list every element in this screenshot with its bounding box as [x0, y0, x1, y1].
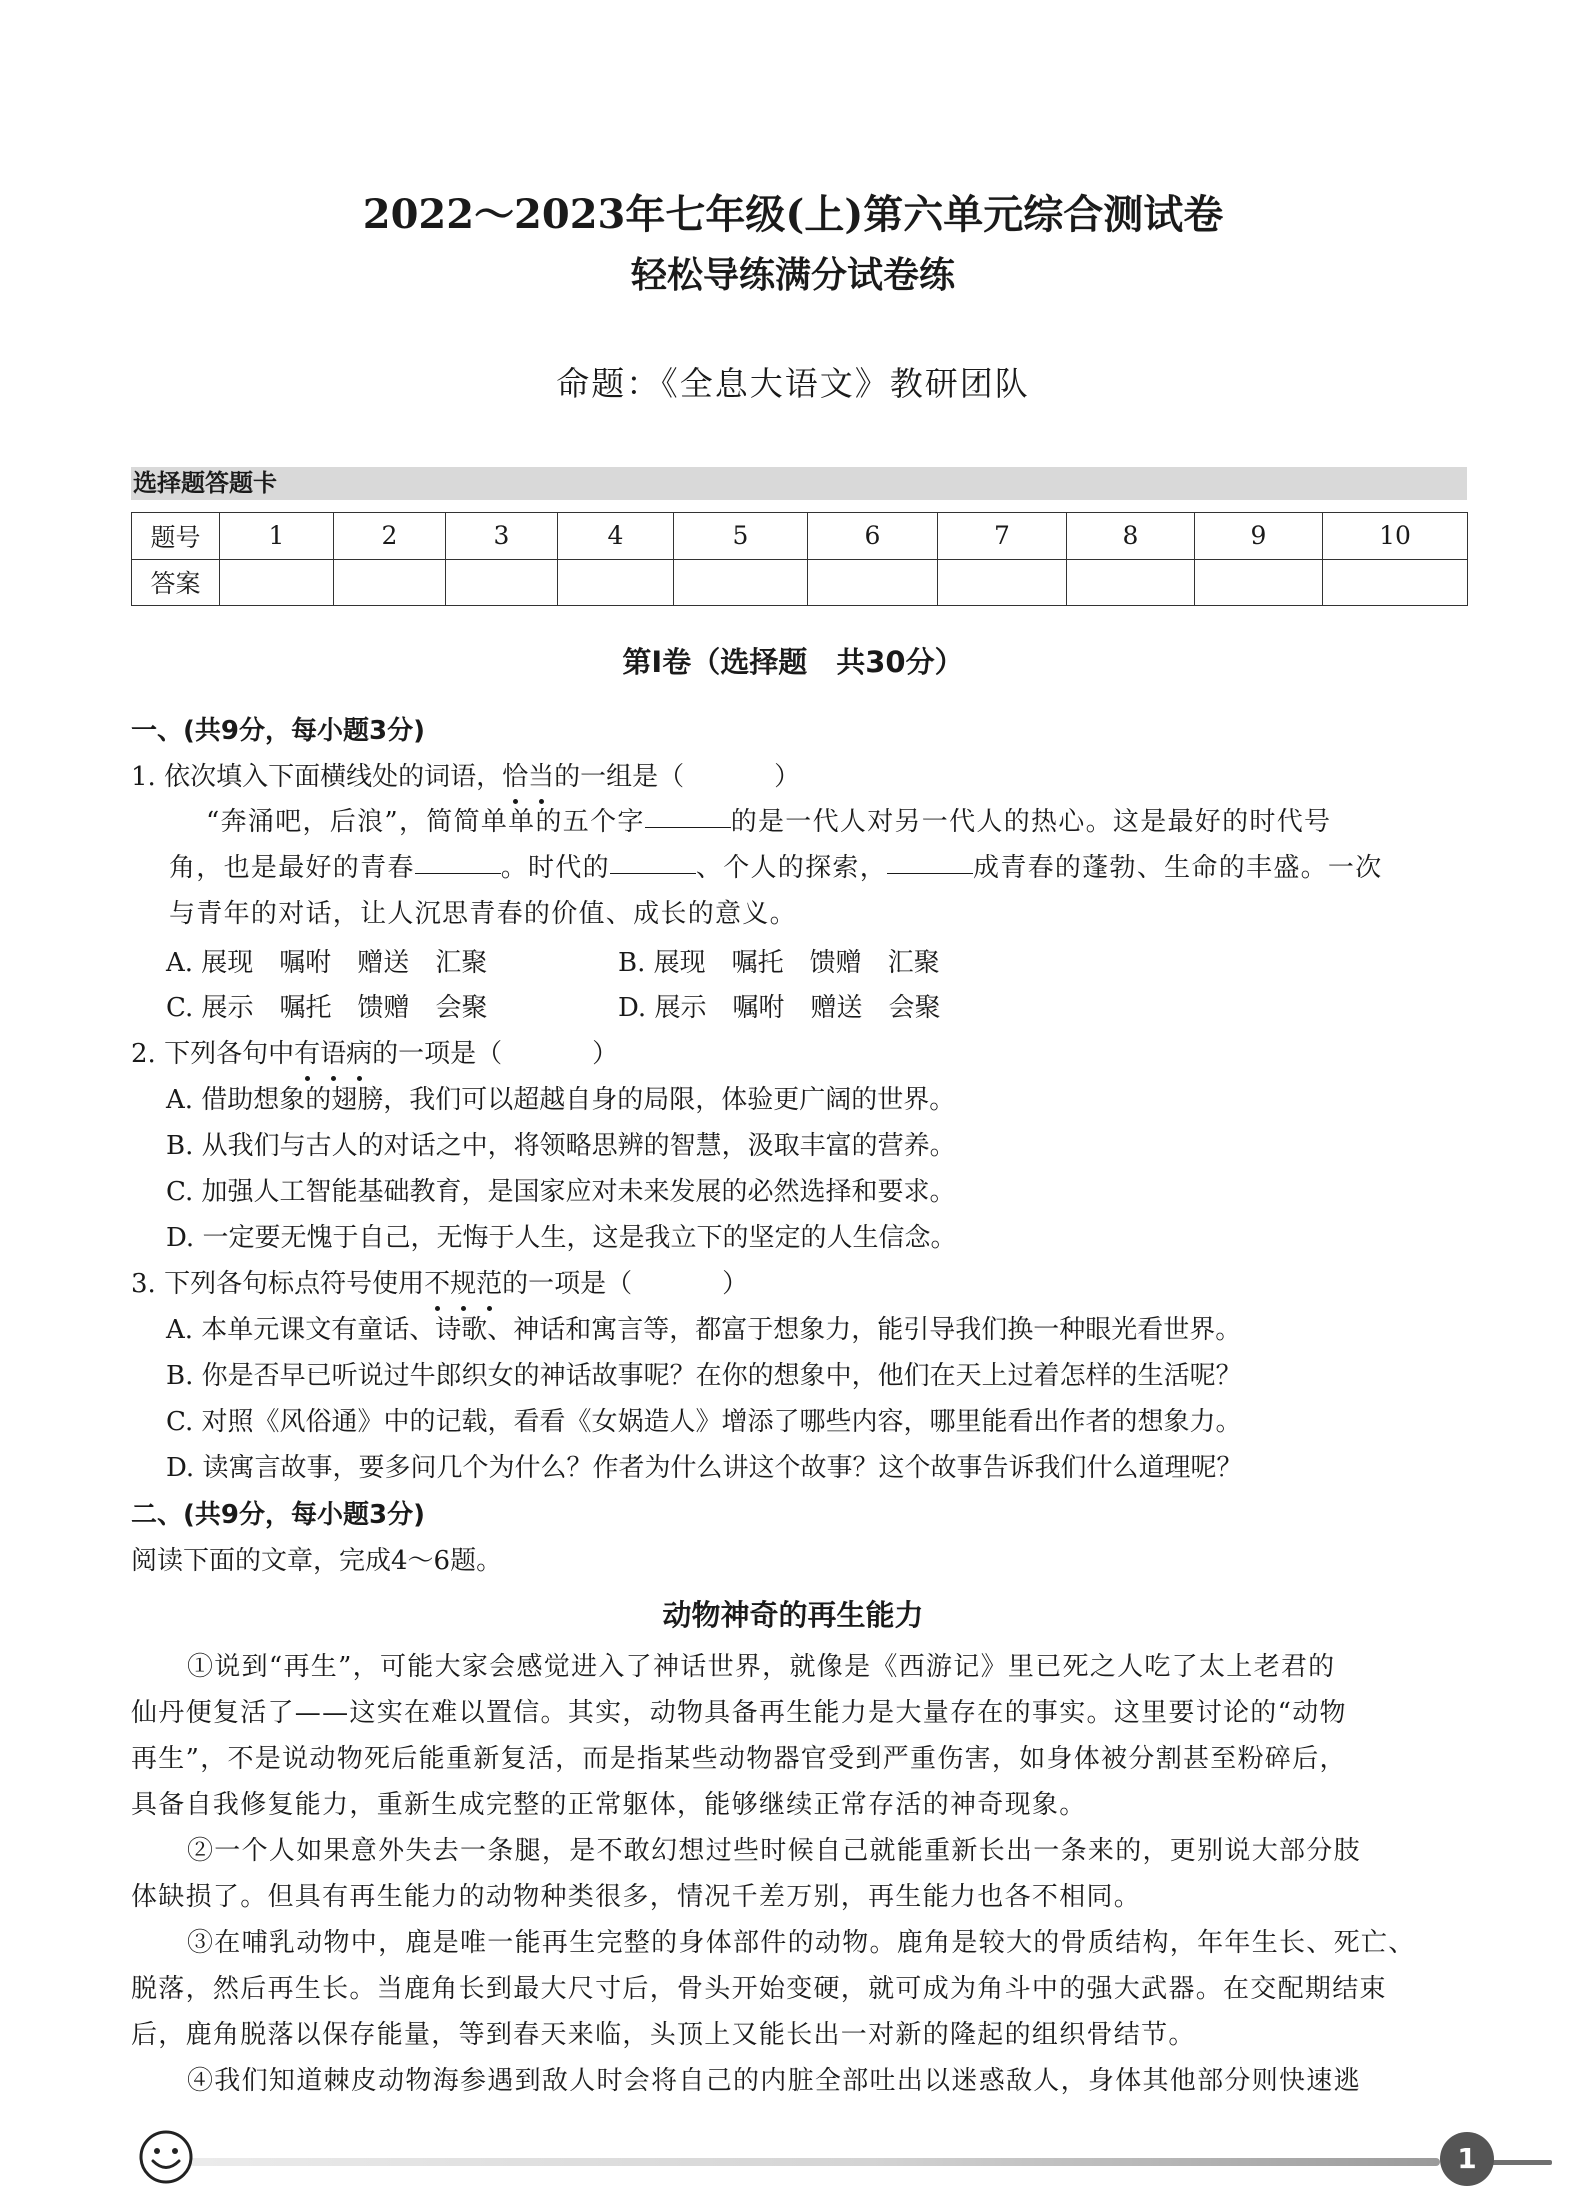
section-heading: 第Ⅰ卷（选择题 共30分）: [622, 645, 964, 679]
option-a[interactable]: A. 本单元课文有童话、诗歌、神话和寓言等，都富于想象力，能引导我们换一种眼光看世界。: [166, 1315, 1242, 1345]
question-3-stem: 3. 下列各句标点符号使用不规范的一项是（ ）: [131, 1264, 748, 1304]
page-number: 1: [1440, 2132, 1494, 2186]
emphasis-char: 当: [528, 757, 554, 797]
emphasis-char: 病: [346, 1034, 372, 1074]
part-two-heading: 二、(共9分，每小题3分): [131, 1500, 425, 1530]
answer-cell[interactable]: [334, 559, 446, 606]
answer-cell[interactable]: [1067, 559, 1195, 606]
emphasis-char: 范: [476, 1264, 502, 1304]
emphasis-char: 不: [424, 1264, 450, 1304]
answer-cell[interactable]: [558, 559, 674, 606]
article-title: 动物神奇的再生能力: [662, 1598, 924, 1632]
question-number-cell: 6: [808, 513, 938, 560]
answer-cell[interactable]: [446, 559, 558, 606]
answer-cell[interactable]: [808, 559, 938, 606]
answer-cell[interactable]: [1195, 559, 1323, 606]
question-number-cell: 8: [1067, 513, 1195, 560]
emphasis-char: 规: [450, 1264, 476, 1304]
answer-header: 答案: [132, 559, 220, 606]
option-b[interactable]: B. 展现 嘱托 馈赠 汇聚: [618, 948, 940, 978]
smiley-face-icon: [137, 2128, 195, 2186]
reading-instruction: 阅读下面的文章，完成4～6题。: [131, 1546, 503, 1576]
answer-card-number-row: [132, 513, 1468, 560]
option-a[interactable]: A. 展现 嘱咐 赠送 汇聚: [166, 948, 488, 978]
question-2-stem: 2. 下列各句中有语病的一项是（ ）: [131, 1034, 618, 1074]
article-line: 脱落，然后再生长。当鹿角长到最大尺寸后，骨头开始变硬，就可成为角斗中的强大武器。在交配期结束: [131, 1974, 1387, 2004]
emphasis-char: 语: [320, 1034, 346, 1074]
question-number-cell: 7: [938, 513, 1067, 560]
question-number-header: 题号: [132, 513, 220, 560]
question-number-cell: 1: [220, 513, 334, 560]
question-1-passage-line: 角，也是最好的青春 。时代的 、个人的探索， 成青春的蓬勃、生命的丰盛。一次: [169, 853, 1383, 883]
article-line: 再生”，不是说动物死后能重新复活，而是指某些动物器官受到严重伤害，如身体被分割甚至粉碎后，: [131, 1744, 1347, 1774]
emphasis-char: 有: [294, 1034, 320, 1074]
answer-cell[interactable]: [1323, 559, 1468, 606]
question-number-cell: 5: [674, 513, 808, 560]
exam-title: 2022～2023年七年级(上)第六单元综合测试卷: [362, 191, 1224, 238]
answer-cell[interactable]: [220, 559, 334, 606]
option-b[interactable]: B. 从我们与古人的对话之中，将领略思辨的智慧，汲取丰富的营养。: [166, 1131, 956, 1161]
footer-bar: [175, 2158, 1440, 2166]
fill-blank[interactable]: [645, 826, 731, 828]
exam-subtitle: 轻松导练满分试卷练: [630, 254, 955, 296]
option-d[interactable]: D. 读寓言故事，要多问几个为什么？作者为什么讲这个故事？这个故事告诉我们什么道理呢？: [166, 1453, 1243, 1483]
question-1-passage-line: “奔涌吧，后浪”，简简单单的五个字 的是一代人对另一代人的热心。这是最好的时代号: [206, 807, 1332, 837]
article-line: 仙丹便复活了——这实在难以置信。其实，动物具备再生能力是大量存在的事实。这里要讨论的“动物: [131, 1698, 1347, 1728]
option-b[interactable]: B. 你是否早已听说过牛郎织女的神话故事呢？在你的想象中，他们在天上过着怎样的生活呢？: [166, 1361, 1242, 1391]
answer-cell[interactable]: [674, 559, 808, 606]
article-line: ④我们知道棘皮动物海参遇到敌人时会将自己的内脏全部吐出以迷惑敌人，身体其他部分则快速逃: [187, 2066, 1361, 2096]
question-number-cell: 4: [558, 513, 674, 560]
question-1-stem: 1. 依次填入下面横线处的词语，恰当的一组是（ ）: [131, 757, 800, 797]
option-d[interactable]: D. 展示 嘱咐 赠送 会聚: [618, 993, 941, 1023]
answer-card-table: [131, 512, 1468, 606]
option-a[interactable]: A. 借助想象的翅膀，我们可以超越自身的局限，体验更广阔的世界。: [166, 1085, 956, 1115]
question-number-cell: 3: [446, 513, 558, 560]
answer-card-label: 选择题答题卡: [131, 467, 1467, 500]
question-number-cell: 9: [1195, 513, 1323, 560]
article-line: ③在哺乳动物中，鹿是唯一能再生完整的身体部件的动物。鹿角是较大的骨质结构，年年生长、死亡、: [187, 1928, 1416, 1958]
question-number-cell: 2: [334, 513, 446, 560]
article-line: 具备自我修复能力，重新生成完整的正常躯体，能够继续正常存活的神奇现象。: [131, 1790, 1087, 1820]
part-one-heading: 一、(共9分，每小题3分): [131, 716, 425, 746]
option-d[interactable]: D. 一定要无愧于自己，无悔于人生，这是我立下的坚定的人生信念。: [166, 1223, 957, 1253]
fill-blank[interactable]: [610, 872, 696, 874]
answer-cell[interactable]: [938, 559, 1067, 606]
option-c[interactable]: C. 展示 嘱托 馈赠 会聚: [166, 993, 488, 1023]
article-line: ②一个人如果意外失去一条腿，是不敢幻想过些时候自己就能重新长出一条来的，更别说大部分肢: [187, 1836, 1361, 1866]
answer-card-answer-row: [132, 559, 1468, 606]
fill-blank[interactable]: [415, 872, 501, 874]
article-line: ①说到“再生”，可能大家会感觉进入了神话世界，就像是《西游记》里已死之人吃了太上老君的: [187, 1652, 1336, 1682]
fill-blank[interactable]: [887, 872, 973, 874]
question-number-cell: 10: [1323, 513, 1468, 560]
option-c[interactable]: C. 加强人工智能基础教育，是国家应对未来发展的必然选择和要求。: [166, 1177, 956, 1207]
option-c[interactable]: C. 对照《风俗通》中的记载，看看《女娲造人》增添了哪些内容，哪里能看出作者的想象力。: [166, 1407, 1242, 1437]
article-line: 后，鹿角脱落以保存能量，等到春天来临，头顶上又能长出一对新的隆起的组织骨结节。: [131, 2020, 1196, 2050]
exam-author: 命题：《全息大语文》教研团队: [556, 364, 1030, 403]
emphasis-char: 恰: [502, 757, 528, 797]
article-line: 体缺损了。但具有再生能力的动物种类很多，情况千差万别，再生能力也各不相同。: [131, 1882, 1142, 1912]
question-1-passage-line: 与青年的对话，让人沉思青春的价值、成长的意义。: [169, 899, 797, 929]
